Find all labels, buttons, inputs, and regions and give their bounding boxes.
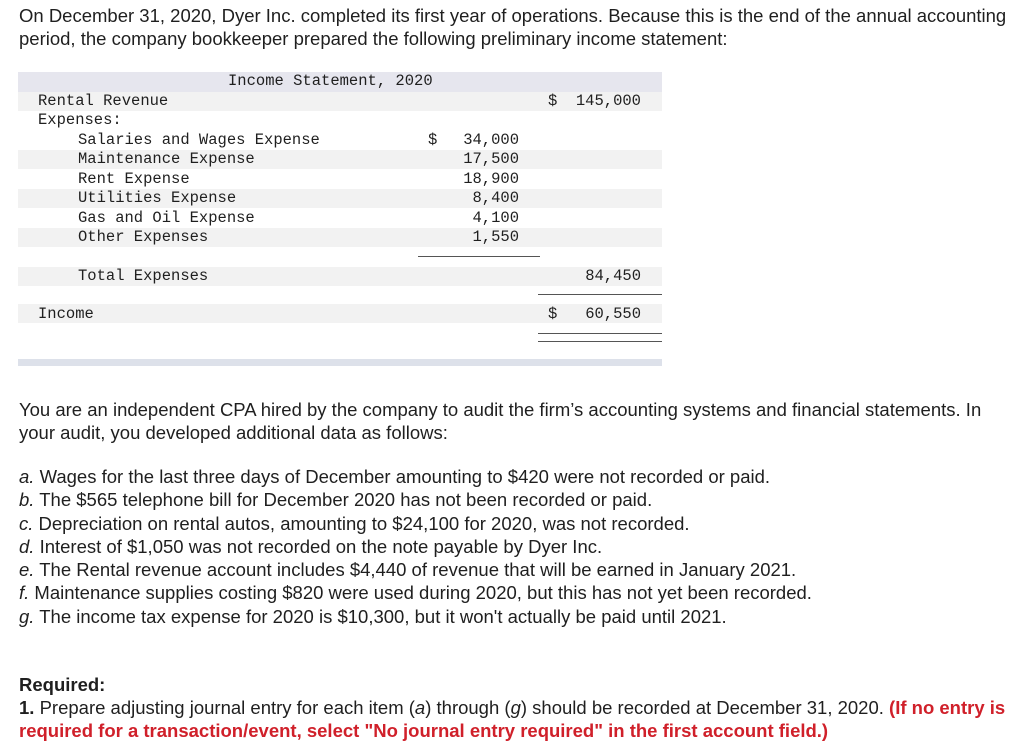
list-item [19, 605, 1009, 628]
expense-value: 1,550 [472, 228, 519, 246]
required-section [19, 673, 1019, 742]
required-text-1: Prepare adjusting journal entry for each item ( [39, 697, 415, 718]
item-letter: f. [19, 582, 30, 604]
item-text: Interest of $1,050 was not recorded on the note payable by Dyer Inc. [39, 535, 603, 557]
list-item [19, 558, 1009, 581]
required-instruction [19, 696, 1019, 742]
statement-footer-bar [18, 359, 662, 366]
expense-label: Gas and Oil Expense [78, 209, 255, 227]
audit-paragraph: You are an independent CPA hired by the company to audit the firm’s accounting systems and financial statements. In your audit, you developed additional data as follows: [19, 399, 982, 443]
list-item [19, 465, 1009, 488]
expense-value: 34,000 [463, 131, 519, 149]
item-text: The $565 telephone bill for December 2020 has not been recorded or paid. [39, 489, 653, 511]
intro-paragraph: On December 31, 2020, Dyer Inc. completed its first year of operations. Because this is the end of the annual accounting period, the company bookkeeper prepared the following preliminary income statement: [19, 5, 1007, 49]
required-number: 1. [19, 697, 35, 718]
expense-label: Utilities Expense [78, 189, 237, 207]
list-item [19, 581, 1009, 604]
expense-value: 18,900 [463, 170, 519, 188]
expense-value: 4,100 [472, 209, 519, 227]
item-letter: b. [19, 489, 35, 511]
item-letter: e. [19, 559, 35, 581]
total-rule [538, 294, 662, 295]
item-text: Maintenance supplies costing $820 were used during 2020, but this has not yet been recorded. [34, 582, 812, 604]
expense-value: 17,500 [463, 150, 519, 168]
list-item [19, 535, 1009, 558]
required-text-2: ) through ( [425, 697, 511, 718]
total-expenses-label: Total Expenses [78, 267, 209, 285]
double-rule-bottom [538, 341, 662, 342]
required-letter-g: g [510, 697, 521, 718]
expense-dollar: $ [428, 131, 438, 149]
expense-label: Rent Expense [78, 170, 190, 188]
income-value: 60,550 [585, 305, 641, 323]
expense-label: Other Expenses [78, 228, 209, 246]
adjustment-list [19, 465, 1009, 628]
income-statement [18, 72, 662, 368]
expense-value: 8,400 [472, 189, 519, 207]
required-letter-a: a [414, 697, 426, 718]
item-text: The income tax expense for 2020 is $10,300, but it won't actually be paid until 2021. [39, 605, 727, 627]
expense-label: Salaries and Wages Expense [78, 131, 320, 149]
required-title: Required: [19, 674, 106, 695]
double-rule-top [538, 333, 662, 334]
item-letter: a. [19, 466, 35, 487]
rental-revenue-dollar: $ [548, 92, 558, 110]
subtotal-rule [418, 256, 540, 257]
income-dollar: $ [548, 305, 558, 323]
required-note: (If no entry is required for a transaction/event, select "No journal entry required" in the first account field.) [19, 697, 1006, 741]
expenses-label: Expenses: [38, 111, 122, 129]
statement-title: Income Statement, 2020 [228, 72, 433, 90]
item-text: Depreciation on rental autos, amounting to $24,100 for 2020, was not recorded. [38, 512, 690, 534]
income-label: Income [38, 305, 94, 323]
item-letter: c. [19, 512, 34, 534]
expense-label: Maintenance Expense [78, 150, 255, 168]
item-text: The Rental revenue account includes $4,440 of revenue that will be earned in January 2021. [39, 559, 797, 581]
rental-revenue-value: 145,000 [575, 92, 641, 110]
list-item [19, 512, 1009, 535]
list-item [19, 488, 1009, 511]
item-letter: g. [19, 605, 35, 627]
item-text: Wages for the last three days of December amounting to $420 were not recorded or paid. [39, 466, 771, 487]
rental-revenue-label: Rental Revenue [38, 92, 169, 110]
required-text-3: ) should be recorded at December 31, 2020. [520, 697, 884, 718]
item-letter: d. [19, 535, 35, 557]
total-expenses-value: 84,450 [585, 267, 641, 285]
